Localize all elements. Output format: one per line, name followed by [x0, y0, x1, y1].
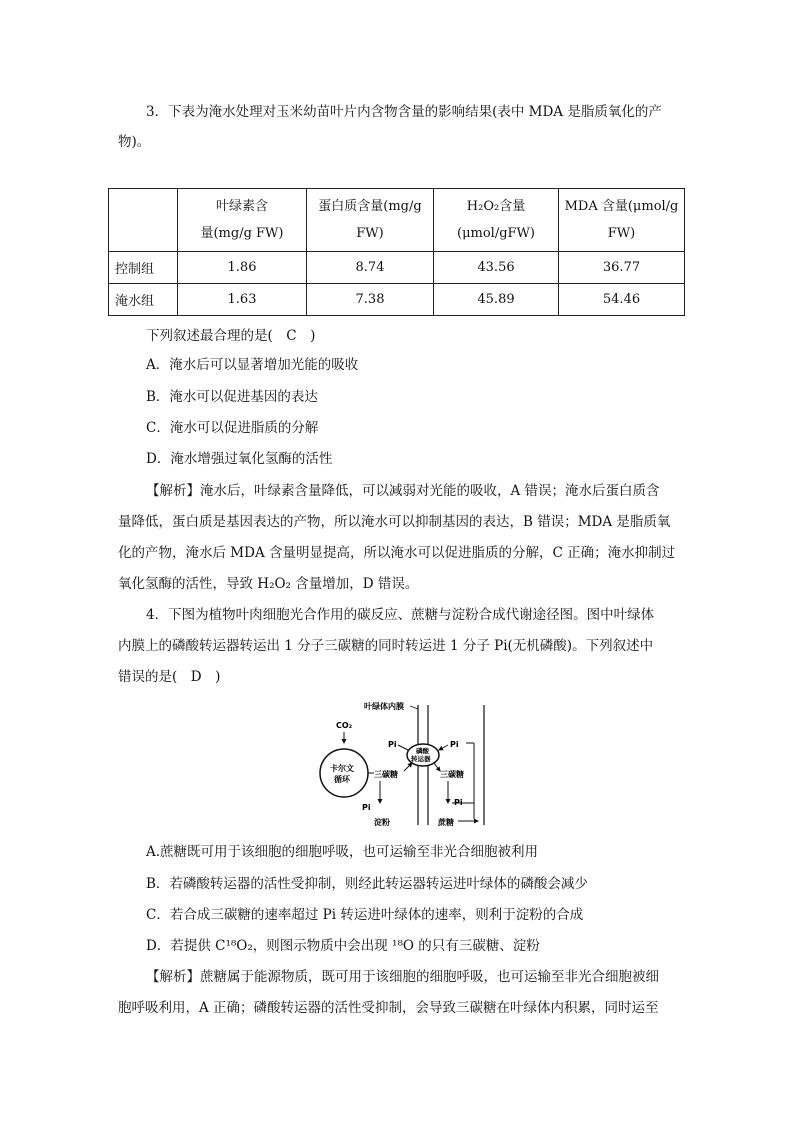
q4-stem-line: 错误的是( D ): [118, 669, 221, 685]
triose-label-outside: 三碳糖: [440, 770, 464, 779]
table-header-row: [109, 189, 685, 252]
header-line: H₂O₂含量: [466, 199, 526, 214]
q4-stem-line: 内膜上的磷酸转运器转运出 1 分子三碳糖的同时转运进 1 分子 Pi(无机磷酸)。下列叙述中: [118, 638, 654, 654]
table-cell: 8.74: [307, 252, 434, 284]
q4-option-c: C．若合成三碳糖的速率超过 Pi 转运进叶绿体的速率，则利于淀粉的合成: [146, 907, 584, 923]
table-header-cell: [109, 189, 178, 252]
header-line: 量(mg/g FW): [200, 226, 284, 241]
q4-option-a: A.蔗糖既可用于该细胞的细胞呼吸，也可运输至非光合细胞被利用: [146, 844, 539, 860]
starch-label: 淀粉: [374, 818, 390, 827]
pi-label: Pi: [454, 798, 463, 807]
transporter-label: 转运器: [411, 755, 431, 763]
row-label: 淹水组: [109, 284, 178, 316]
table-cell: 7.38: [307, 284, 434, 316]
q3-analysis-line: 【解析】淹水后，叶绿素含量降低，可以减弱对光能的吸收，A 错误；淹水后蛋白质含: [146, 483, 660, 499]
table-header-cell: [178, 189, 307, 252]
q4-option-b: B．若磷酸转运器的活性受抑制，则经此转运器转运进叶绿体的磷酸会减少: [146, 876, 588, 892]
calvin-cycle-label: 循环: [334, 775, 350, 784]
table-header-cell: [559, 189, 685, 252]
pi-arrow: [398, 745, 408, 750]
table-header-cell: [307, 189, 434, 252]
q3-option-d: D．淹水增强过氧化氢酶的活性: [146, 451, 333, 467]
q3-analysis-line: 氧化氢酶的活性，导致 H₂O₂ 含量增加，D 错误。: [118, 576, 419, 592]
q3-option-a: A．淹水后可以显著增加光能的吸收: [146, 357, 359, 373]
membrane-label: 叶绿体内膜: [364, 702, 404, 711]
chloroplast-pathway-diagram: [318, 695, 498, 833]
calvin-cycle-circle: [320, 749, 368, 797]
pi-label: Pi: [362, 803, 371, 812]
q3-stem-line2: 物)。: [118, 134, 151, 150]
q3-option-c: C．淹水可以促进脂质的分解: [146, 420, 319, 436]
pi-label: Pi: [450, 740, 459, 749]
membrane-pointer: [410, 706, 418, 709]
row-label: 控制组: [109, 252, 178, 284]
sucrose-label: 蔗糖: [438, 818, 454, 827]
table-cell: 54.46: [559, 284, 685, 316]
q4-stem-line: 4．下图为植物叶肉细胞光合作用的碳反应、蔗糖与淀粉合成代谢途径图。图中叶绿体: [146, 607, 655, 623]
q4-option-d: D．若提供 C¹⁸O₂，则图示物质中会出现 ¹⁸O 的只有三碳糖、淀粉: [146, 938, 540, 954]
triose-arrow: [404, 763, 412, 771]
triose-label-inside: 三碳糖: [374, 770, 398, 779]
table-header-cell: [434, 189, 559, 252]
table-cell: 45.89: [434, 284, 559, 316]
table-cell: 43.56: [434, 252, 559, 284]
header-line: 蛋白质含量(mg/g: [318, 199, 422, 214]
transporter-label: 磷酸: [416, 747, 429, 755]
table-row: [109, 252, 685, 284]
q3-option-b: B．淹水可以促进基因的表达: [146, 389, 318, 405]
q3-analysis-line: 化的产物，淹水后 MDA 含量明显提高，所以淹水可以促进脂质的分解，C 正确；淹水抑制过: [118, 545, 676, 561]
header-line: FW): [607, 226, 636, 241]
q4-analysis-line: 【解析】蔗糖属于能源物质，既可用于该细胞的细胞呼吸，也可运输至非光合细胞被细: [146, 969, 659, 985]
triose-arrow: [434, 763, 440, 771]
q4-analysis-line: 胞呼吸利用，A 正确；磷酸转运器的活性受抑制，会导致三碳糖在叶绿体内积累，同时运至: [118, 1000, 659, 1016]
q3-stem-line1: 3．下表为淹水处理对玉米幼苗叶片内含物含量的影响结果(表中 MDA 是脂质氧化的产: [146, 104, 662, 120]
header-line: (μmol/gFW): [457, 226, 535, 241]
table-row: [109, 284, 685, 316]
pi-label: Pi: [388, 740, 397, 749]
q3-data-table: [108, 188, 685, 316]
table-cell: 1.63: [178, 284, 307, 316]
table-cell: 1.86: [178, 252, 307, 284]
calvin-cycle-label: 卡尔文: [330, 764, 354, 773]
q3-analysis-line: 量降低，蛋白质是基因表达的产物，所以淹水可以抑制基因的表达，B 错误；MDA 是脂质氧: [118, 514, 671, 530]
header-line: MDA 含量(μmol/g: [564, 199, 679, 214]
table-cell: 36.77: [559, 252, 685, 284]
header-line: 叶绿素含: [215, 199, 268, 214]
co2-label: CO₂: [336, 721, 353, 730]
header-line: FW): [356, 226, 384, 241]
q3-question: 下列叙述最合理的是( C ): [146, 328, 316, 344]
pi-arrow: [439, 745, 448, 750]
